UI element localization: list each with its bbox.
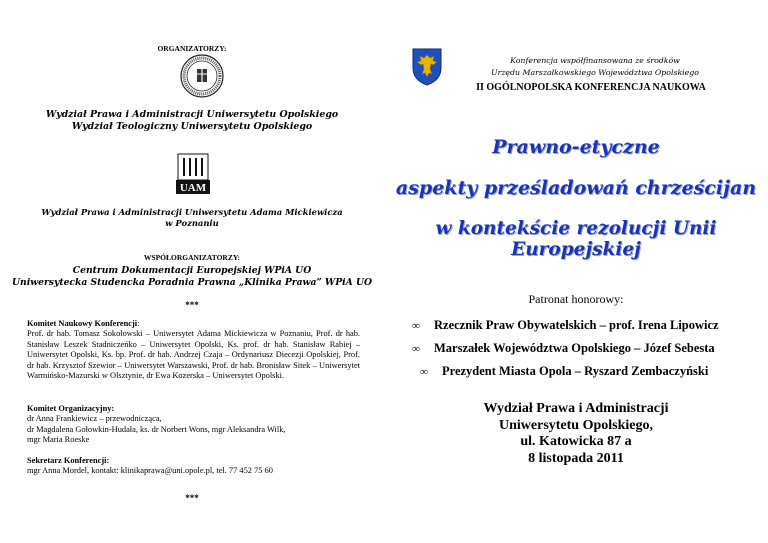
cofinanced-line-2: Urzędu Marszałkowskiego Województwa Opolskiego (491, 68, 699, 77)
patron-2: ∞ Marszałek Województwa Opolskiego – Józef Sebesta (412, 341, 715, 355)
infinity-bullet-icon: ∞ (412, 320, 420, 332)
venue-line-4: 8 listopada 2011 (528, 450, 624, 466)
venue-line-3: ul. Katowicka 87 a (520, 434, 632, 449)
uam-faculty-line-1: Wydział Prawa i Administracji Uniwersytetu Adama Mickiewicza (41, 207, 343, 217)
scientific-committee: Komitet Naukowy Konferencji: Prof. dr hab. Tomasz Sokołowski – Uniwersytet Adama Mickiewicza w Poznaniu, Prof. dr hab. Stanisław Leszek Stadniczeńko – Uniwersytet Opolski, Ks. prof. dr hab. Stanisław Rabiej – Uniwersytet Opolski, Ks. bp. Prof. dr hab. Andrzej Czaja – Ordynariusz Diecezji Opolskiej, Prof. dr hab. Krzysztof Szewior – Uniwersytet Warszawski, Prof. dr hab. Bronisław Sitek – Uniwersytet Warmińsko-Mazurski w Olsztynie, dr Ewa Kozerska – Uniwersytet Opolski. (27, 319, 360, 381)
uam-logo-icon (174, 150, 212, 196)
separator-top: *** (185, 300, 199, 310)
venue-line-1: Wydział Prawa i Administracji (483, 401, 669, 416)
conference-heading: II OGÓLNOPOLSKA KONFERENCJA NAUKOWA (476, 82, 706, 93)
secretary-text: mgr Anna Mordel, kontakt: klinikaprawa@uni.opole.pl, tel. 77 452 75 60 (27, 466, 273, 476)
opole-coat-of-arms-icon (412, 48, 442, 86)
uam-faculty-line-2: w Poznaniu (165, 218, 219, 228)
title-line-3: w kontekście rezolucji Unii Europejskiej (435, 218, 717, 260)
faculty-opole-law: Wydział Prawa i Administracji Uniwersytetu Opolskiego (45, 109, 339, 120)
organizing-committee-line-2: dr Magdalena Gołowkin-Hudała, ks. dr Norbert Wons, mgr Aleksandra Wilk, (27, 424, 286, 434)
secretary (27, 456, 367, 477)
organizers-heading: ORGANIZATORZY: (157, 44, 227, 53)
organizing-committee-line-1: dr Anna Frankiewicz – przewodnicząca, (27, 414, 162, 424)
patron-3: ∞ Prezydent Miasta Opola – Ryszard Zembaczyński (420, 364, 709, 378)
university-seal-icon (180, 54, 224, 98)
coorganizers-heading: WSPÓŁORGANIZATORZY: (143, 253, 241, 262)
uam-logo-text: UAM (179, 182, 207, 194)
title-line-1: Prawno-etyczne (492, 136, 660, 158)
infinity-bullet-icon: ∞ (412, 343, 420, 355)
infinity-bullet-icon: ∞ (420, 366, 428, 378)
coorganizer-1: Centrum Dokumentacji Europejskiej WPiA UO (72, 265, 312, 276)
venue-line-2: Uniwersytetu Opolskiego, (499, 417, 653, 433)
organizing-committee-label: Komitet Organizacyjny: (27, 404, 115, 413)
cofinanced-line-1: Konferencja współfinansowana ze środków (510, 56, 680, 65)
title-line-2: aspekty prześladowań chrześcijan (395, 177, 757, 199)
venue-block (384, 401, 768, 467)
patron-1: ∞ Rzecznik Praw Obywatelskich – prof. Irena Lipowicz (412, 318, 719, 332)
organizing-committee (27, 404, 360, 446)
faculty-opole-theology: Wydział Teologiczny Uniwersytetu Opolskiego (71, 121, 313, 132)
coorganizer-2: Uniwersytecka Studencka Poradnia Prawna „Klinika Prawa” WPiA UO (12, 277, 372, 288)
patronage-heading: Patronat honorowy: (528, 292, 624, 306)
secretary-label: Sekretarz Konferencji: (27, 456, 110, 465)
scientific-committee-label: Komitet Naukowy Konferencji (27, 319, 138, 328)
scientific-committee-text: Prof. dr hab. Tomasz Sokołowski – Uniwersytet Adama Mickiewicza w Poznaniu, Prof. dr hab. Stanisław Leszek Stadniczeńko – Uniwersytet Opolski, Ks. prof. dr hab. Stanisław Rabiej – Uniwersytet Opolski, Ks. bp. Prof. dr hab. Andrzej Czaja – Ordynariusz Diecezji Opolskiej, Prof. dr hab. Krzysztof Szewior – Uniwersytet Warszawski, Prof. dr hab. Bronisław Sitek – Uniwersytet Warmińsko-Mazurski w Olsztynie, dr Ewa Kozerska – Uniwersytet Opolski. (27, 329, 360, 381)
separator-bottom: *** (185, 493, 199, 503)
organizing-committee-line-3: mgr Maria Roeske (27, 435, 90, 445)
